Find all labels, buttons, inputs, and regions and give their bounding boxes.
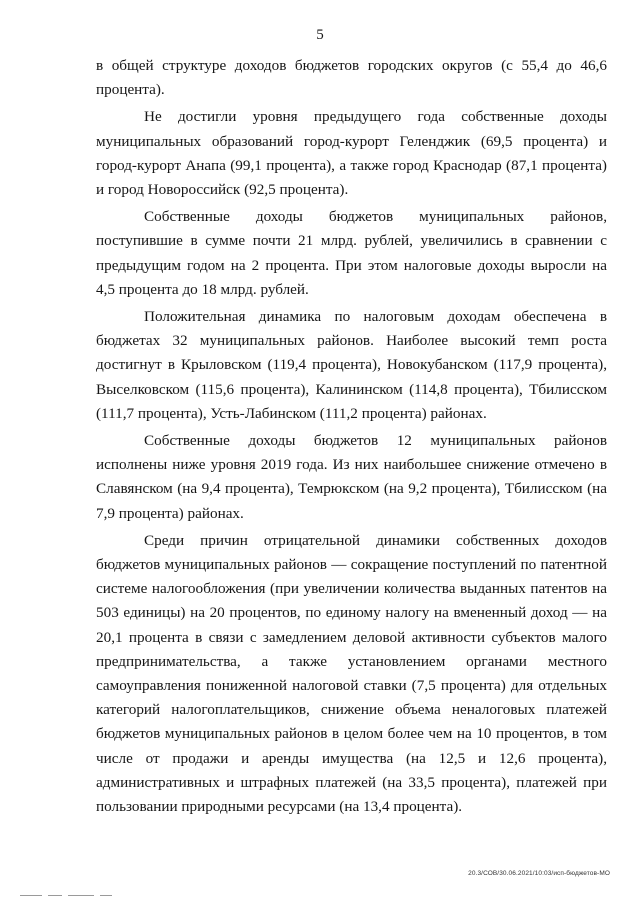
edge-mark	[48, 895, 62, 896]
paragraph-negative-causes: Среди причин отрицательной динамики собственных доходов бюджетов муниципальных районов — сокращение поступлений по патентной системе налогообложения (при увеличении количества выданных патентов на 503 единицы) на 20 процентов, по единому налогу на вмененный доход — на 20,1 процента в связи с замедлением деловой активности субъектов малого предпринимательства, а также установлением органами местного самоуправления пониженной налоговой ставки (7,5 процента) для отдельных категорий налогоплательщиков, снижение объема неналоговых платежей бюджетов муниципальных районов в целом более чем на 10 процентов, в том числе от продажи и аренды имущества (на 12,5 и 12,6 процента), административных и штрафных платежей (на 33,5 процента), платежей при пользовании природными ресурсами (на 13,4 процента).	[96, 531, 607, 816]
paragraph-district-revenues: Собственные доходы бюджетов муниципальных районов, поступившие в сумме почти 21 млрд. рублей, увеличились в сравнении с предыдущим годом на 2 процента. При этом налоговые доходы выросли на 4,5 процента до 18 млрд. рублей.	[96, 208, 607, 298]
edge-mark	[100, 895, 112, 896]
document-body	[96, 54, 607, 822]
edge-mark	[20, 895, 42, 896]
page-number: 5	[316, 27, 324, 43]
footer-document-code: 20.3/СОВ/30.06.2021/10:03/исп-бюджетов-МО	[468, 870, 610, 877]
paragraph-positive-dynamics: Положительная динамика по налоговым доходам обеспечена в бюджетах 32 муниципальных районов. Наиболее высокий темп роста достигнут в Крыловском (119,4 процента), Новокубанском (117,9 процента), Выселковском (115,6 процента), Калининском (114,8 процента), Тбилисском (111,7 процента), Усть-Лабинском (111,2 процента) районах.	[96, 308, 607, 422]
paragraph-resort-cities: Не достигли уровня предыдущего года собственные доходы муниципальных образований город-курорт Геленджик (69,5 процента) и город-курорт Анапа (99,1 процента), а также город Краснодар (87,1 процента) и город Новороссийск (92,5 процента).	[96, 108, 607, 199]
edge-mark	[68, 895, 94, 896]
bottom-edge-marks	[20, 895, 120, 896]
paragraph-continuation: в общей структуре доходов бюджетов городских округов (с 55,4 до 46,6 процента).	[96, 57, 607, 99]
paragraph-below-2019: Собственные доходы бюджетов 12 муниципальных районов исполнены ниже уровня 2019 года. Из них наибольшее снижение отмечено в Славянском (на 9,4 процента), Темрюкском (на 9,2 процента), Тбилисском (на 7,9 процента) районах.	[96, 432, 607, 522]
